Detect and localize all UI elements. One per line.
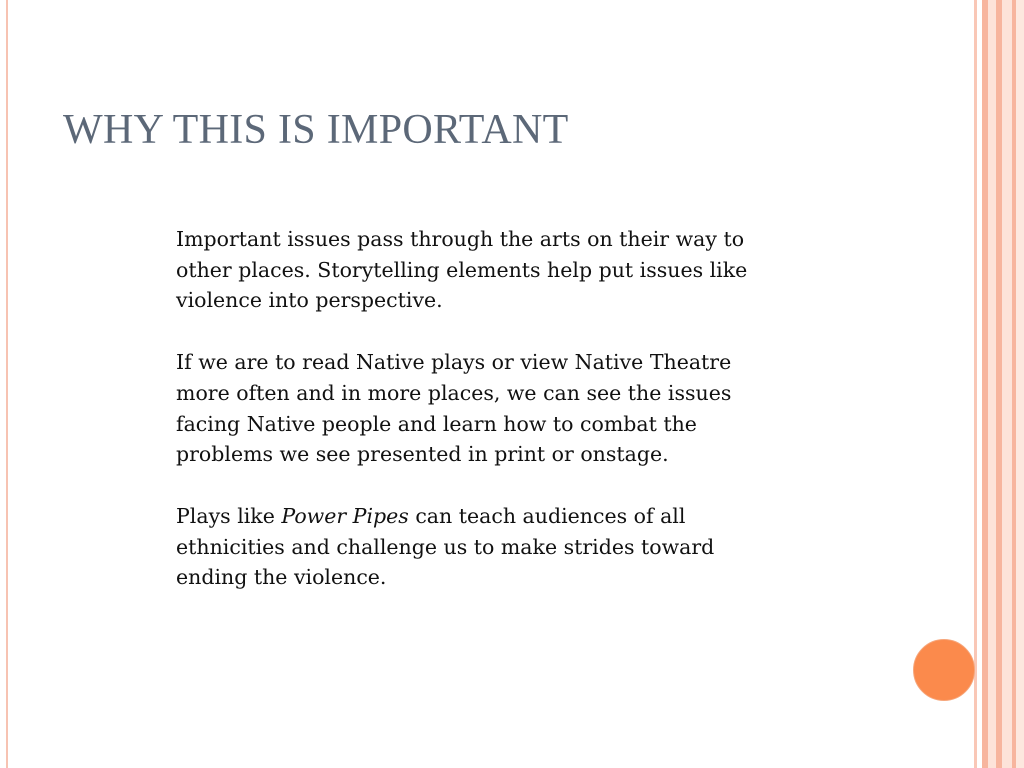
right-decorative-stripe — [1016, 0, 1024, 768]
paragraph-arts-issues — [176, 224, 856, 316]
text-line: problems we see presented in print or onstage. — [176, 442, 669, 467]
play-title-italic: Power Pipes — [281, 503, 409, 528]
text-segment: can teach audiences of all — [408, 503, 686, 528]
slide-title: WHY THIS IS IMPORTANT — [63, 107, 569, 153]
left-border-rule — [6, 0, 8, 768]
right-decorative-stripe — [988, 0, 996, 768]
text-line: more often and in more places, we can see the issues — [176, 380, 732, 405]
slide-body — [176, 224, 856, 624]
orange-circle-decoration — [913, 639, 975, 701]
right-decorative-stripe — [974, 0, 977, 768]
text-line: violence into perspective. — [176, 288, 443, 313]
text-line — [176, 501, 856, 532]
text-line: Important issues pass through the arts on their way to — [176, 227, 745, 251]
text-line: facing Native people and learn how to combat the — [176, 411, 697, 436]
text-line: ethnicities and challenge us to make strides toward — [176, 534, 715, 559]
text-segment: Plays like — [176, 503, 282, 528]
text-line: other places. Storytelling elements help put issues like — [176, 257, 748, 282]
text-line: ending the violence. — [176, 565, 387, 590]
paragraph-power-pipes — [176, 501, 856, 593]
text-line: If we are to read Native plays or view Native Theatre — [176, 350, 732, 375]
right-decorative-stripe — [1002, 0, 1012, 768]
paragraph-native-theatre — [176, 347, 856, 470]
